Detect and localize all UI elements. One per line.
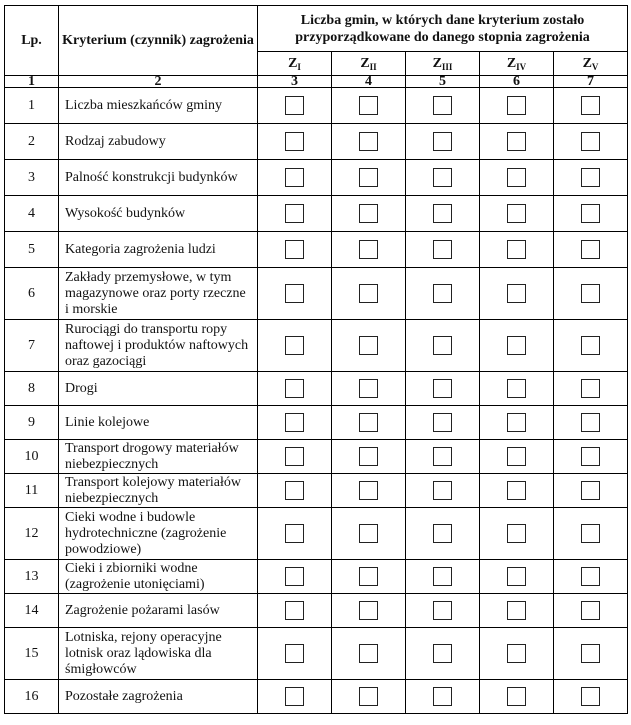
row-number: 14 xyxy=(5,594,59,628)
count-header: Liczba gmin, w których dane kryterium zostało przyporządkowane do danego stopnia zagrożenia xyxy=(258,6,628,52)
level-checkbox[interactable] xyxy=(507,240,526,259)
column-number-5: 5 xyxy=(406,76,480,88)
level-main: Z xyxy=(288,55,298,71)
level-checkbox[interactable] xyxy=(433,204,452,223)
level-checkbox[interactable] xyxy=(433,567,452,586)
lp-header: Lp. xyxy=(5,6,59,76)
level-cell-2 xyxy=(332,560,406,594)
row-number: 9 xyxy=(5,406,59,440)
table-row xyxy=(5,268,628,320)
level-checkbox[interactable] xyxy=(285,379,304,398)
table-row xyxy=(5,124,628,160)
level-checkbox[interactable] xyxy=(285,132,304,151)
level-sub: IV xyxy=(516,61,527,72)
table-row xyxy=(5,406,628,440)
table-row xyxy=(5,474,628,508)
level-cell-3 xyxy=(406,594,480,628)
level-checkbox[interactable] xyxy=(581,567,600,586)
level-checkbox[interactable] xyxy=(507,204,526,223)
level-cell-5 xyxy=(554,160,628,196)
level-cell-4 xyxy=(480,594,554,628)
level-checkbox[interactable] xyxy=(433,481,452,500)
level-checkbox[interactable] xyxy=(433,240,452,259)
level-checkbox[interactable] xyxy=(581,524,600,543)
level-cell-4 xyxy=(480,232,554,268)
level-cell-3 xyxy=(406,628,480,680)
level-cell-4 xyxy=(480,124,554,160)
column-number-7: 7 xyxy=(554,76,628,88)
row-number: 3 xyxy=(5,160,59,196)
level-checkbox[interactable] xyxy=(507,336,526,355)
level-cell-2 xyxy=(332,160,406,196)
level-checkbox[interactable] xyxy=(285,687,304,706)
level-checkbox[interactable] xyxy=(507,284,526,303)
criterion-label: Cieki wodne i budowle hydrotechniczne (zagrożenie powodziowe) xyxy=(59,508,258,560)
level-cell-4 xyxy=(480,628,554,680)
level-sub: I xyxy=(297,61,301,72)
row-number: 4 xyxy=(5,196,59,232)
level-cell-4 xyxy=(480,680,554,714)
level-cell-2 xyxy=(332,508,406,560)
level-cell-5 xyxy=(554,268,628,320)
level-cell-5 xyxy=(554,124,628,160)
level-checkbox[interactable] xyxy=(359,601,378,620)
criterion-label: Palność konstrukcji budynków xyxy=(59,160,258,196)
level-cell-3 xyxy=(406,268,480,320)
table-row xyxy=(5,440,628,474)
level-checkbox[interactable] xyxy=(285,644,304,663)
level-main: Z xyxy=(506,55,517,71)
level-cell-3 xyxy=(406,440,480,474)
level-checkbox[interactable] xyxy=(433,96,452,115)
criterion-label: Transport kolejowy materiałów niebezpiecznych xyxy=(59,474,258,508)
level-checkbox[interactable] xyxy=(581,644,600,663)
level-checkbox[interactable] xyxy=(359,447,378,466)
criterion-label: Rodzaj zabudowy xyxy=(59,124,258,160)
level-cell-3 xyxy=(406,406,480,440)
level-cell-3 xyxy=(406,196,480,232)
level-cell-2 xyxy=(332,474,406,508)
table-row xyxy=(5,232,628,268)
level-cell-3 xyxy=(406,680,480,714)
column-number-1: 1 xyxy=(5,76,59,88)
level-checkbox[interactable] xyxy=(507,96,526,115)
table-row xyxy=(5,560,628,594)
criterion-label: Drogi xyxy=(59,372,258,406)
level-checkbox[interactable] xyxy=(507,687,526,706)
level-cell-5 xyxy=(554,320,628,372)
row-number: 15 xyxy=(5,628,59,680)
level-header-1 xyxy=(258,52,332,76)
level-checkbox[interactable] xyxy=(433,336,452,355)
criterion-label: Pozostałe zagrożenia xyxy=(59,680,258,714)
criterion-label: Lotniska, rejony operacyjne lotnisk oraz lądowiska dla śmigłowców xyxy=(59,628,258,680)
level-cell-5 xyxy=(554,474,628,508)
level-sub: II xyxy=(369,61,377,72)
level-checkbox[interactable] xyxy=(359,567,378,586)
row-number: 11 xyxy=(5,474,59,508)
level-checkbox[interactable] xyxy=(581,601,600,620)
level-cell-1 xyxy=(258,232,332,268)
level-cell-2 xyxy=(332,232,406,268)
level-checkbox[interactable] xyxy=(285,168,304,187)
level-cell-1 xyxy=(258,160,332,196)
level-main: Z xyxy=(582,55,592,71)
level-checkbox[interactable] xyxy=(285,524,304,543)
level-cell-4 xyxy=(480,508,554,560)
criterion-label: Rurociągi do transportu ropy naftowej i produktów naftowych oraz gazociągi xyxy=(59,320,258,372)
level-cell-1 xyxy=(258,560,332,594)
level-cell-4 xyxy=(480,268,554,320)
level-header-5 xyxy=(554,52,628,76)
level-checkbox[interactable] xyxy=(581,336,600,355)
level-checkbox[interactable] xyxy=(581,96,600,115)
level-cell-4 xyxy=(480,196,554,232)
level-checkbox[interactable] xyxy=(359,336,378,355)
level-cell-3 xyxy=(406,320,480,372)
table-row xyxy=(5,628,628,680)
level-cell-4 xyxy=(480,372,554,406)
level-cell-4 xyxy=(480,440,554,474)
level-cell-1 xyxy=(258,680,332,714)
level-checkbox[interactable] xyxy=(433,168,452,187)
column-number-6: 6 xyxy=(480,76,554,88)
level-checkbox[interactable] xyxy=(285,567,304,586)
level-checkbox[interactable] xyxy=(285,601,304,620)
level-cell-2 xyxy=(332,88,406,124)
level-checkbox[interactable] xyxy=(507,379,526,398)
level-cell-1 xyxy=(258,406,332,440)
level-cell-1 xyxy=(258,594,332,628)
table-row xyxy=(5,320,628,372)
level-checkbox[interactable] xyxy=(433,644,452,663)
level-checkbox[interactable] xyxy=(433,601,452,620)
level-checkbox[interactable] xyxy=(285,447,304,466)
level-cell-1 xyxy=(258,372,332,406)
level-checkbox[interactable] xyxy=(581,284,600,303)
level-cell-3 xyxy=(406,560,480,594)
level-cell-2 xyxy=(332,196,406,232)
level-checkbox[interactable] xyxy=(433,524,452,543)
row-number: 10 xyxy=(5,440,59,474)
level-cell-1 xyxy=(258,124,332,160)
level-cell-2 xyxy=(332,268,406,320)
level-header-3 xyxy=(406,52,480,76)
level-cell-4 xyxy=(480,474,554,508)
row-number: 6 xyxy=(5,268,59,320)
level-checkbox[interactable] xyxy=(285,413,304,432)
level-cell-4 xyxy=(480,406,554,440)
level-checkbox[interactable] xyxy=(359,96,378,115)
level-checkbox[interactable] xyxy=(359,168,378,187)
level-checkbox[interactable] xyxy=(507,601,526,620)
level-checkbox[interactable] xyxy=(507,132,526,151)
level-checkbox[interactable] xyxy=(433,687,452,706)
level-cell-3 xyxy=(406,474,480,508)
level-checkbox[interactable] xyxy=(507,524,526,543)
level-checkbox[interactable] xyxy=(359,379,378,398)
level-checkbox[interactable] xyxy=(507,567,526,586)
level-checkbox[interactable] xyxy=(507,413,526,432)
table-row xyxy=(5,680,628,714)
criterion-label: Wysokość budynków xyxy=(59,196,258,232)
level-cell-2 xyxy=(332,628,406,680)
criterion-label: Zagrożenie pożarami lasów xyxy=(59,594,258,628)
level-checkbox[interactable] xyxy=(581,687,600,706)
level-cell-4 xyxy=(480,560,554,594)
criterion-label: Kategoria zagrożenia ludzi xyxy=(59,232,258,268)
level-checkbox[interactable] xyxy=(581,379,600,398)
level-main: Z xyxy=(432,55,442,71)
row-number: 2 xyxy=(5,124,59,160)
level-header-2 xyxy=(332,52,406,76)
table-row xyxy=(5,372,628,406)
level-cell-3 xyxy=(406,232,480,268)
level-cell-1 xyxy=(258,88,332,124)
level-cell-3 xyxy=(406,124,480,160)
level-checkbox[interactable] xyxy=(507,168,526,187)
level-checkbox[interactable] xyxy=(433,379,452,398)
level-cell-5 xyxy=(554,680,628,714)
level-checkbox[interactable] xyxy=(359,413,378,432)
criterion-label: Transport drogowy materiałów niebezpiecznych xyxy=(59,440,258,474)
level-cell-1 xyxy=(258,440,332,474)
level-cell-5 xyxy=(554,88,628,124)
criterion-label: Linie kolejowe xyxy=(59,406,258,440)
level-checkbox[interactable] xyxy=(359,687,378,706)
level-header-4 xyxy=(480,52,554,76)
level-sub: V xyxy=(591,61,599,72)
level-cell-3 xyxy=(406,160,480,196)
level-cell-5 xyxy=(554,232,628,268)
level-checkbox[interactable] xyxy=(581,132,600,151)
row-number: 8 xyxy=(5,372,59,406)
level-checkbox[interactable] xyxy=(581,168,600,187)
level-cell-3 xyxy=(406,88,480,124)
criterion-label: Liczba mieszkańców gminy xyxy=(59,88,258,124)
level-checkbox[interactable] xyxy=(285,240,304,259)
table-row xyxy=(5,160,628,196)
level-cell-2 xyxy=(332,124,406,160)
level-cell-2 xyxy=(332,406,406,440)
level-checkbox[interactable] xyxy=(433,132,452,151)
criterion-label: Cieki i zbiorniki wodne (zagrożenie utonięciami) xyxy=(59,560,258,594)
level-checkbox[interactable] xyxy=(433,447,452,466)
level-cell-1 xyxy=(258,508,332,560)
level-checkbox[interactable] xyxy=(581,447,600,466)
level-cell-4 xyxy=(480,160,554,196)
table-row xyxy=(5,88,628,124)
level-cell-1 xyxy=(258,268,332,320)
level-cell-5 xyxy=(554,560,628,594)
level-cell-5 xyxy=(554,406,628,440)
level-cell-2 xyxy=(332,594,406,628)
criteria-table xyxy=(4,5,628,714)
level-checkbox[interactable] xyxy=(359,240,378,259)
level-cell-4 xyxy=(480,88,554,124)
level-cell-1 xyxy=(258,320,332,372)
row-number: 7 xyxy=(5,320,59,372)
level-cell-3 xyxy=(406,372,480,406)
level-cell-2 xyxy=(332,440,406,474)
level-cell-5 xyxy=(554,594,628,628)
level-checkbox[interactable] xyxy=(433,413,452,432)
level-checkbox[interactable] xyxy=(285,96,304,115)
level-checkbox[interactable] xyxy=(507,644,526,663)
level-cell-5 xyxy=(554,628,628,680)
level-cell-5 xyxy=(554,196,628,232)
level-main: Z xyxy=(360,55,370,71)
level-cell-2 xyxy=(332,680,406,714)
criterion-label: Zakłady przemysłowe, w tym magazynowe oraz porty rzeczne i morskie xyxy=(59,268,258,320)
level-cell-4 xyxy=(480,320,554,372)
level-checkbox[interactable] xyxy=(359,132,378,151)
column-number-3: 3 xyxy=(258,76,332,88)
table-row xyxy=(5,594,628,628)
level-checkbox[interactable] xyxy=(285,204,304,223)
level-checkbox[interactable] xyxy=(359,204,378,223)
level-cell-5 xyxy=(554,440,628,474)
level-checkbox[interactable] xyxy=(285,284,304,303)
level-sub: III xyxy=(441,61,453,72)
level-cell-1 xyxy=(258,474,332,508)
level-checkbox[interactable] xyxy=(285,481,304,500)
level-cell-5 xyxy=(554,508,628,560)
column-number-2: 2 xyxy=(59,76,258,88)
row-number: 13 xyxy=(5,560,59,594)
criterion-header: Kryterium (czynnik) zagrożenia xyxy=(59,6,258,76)
row-number: 12 xyxy=(5,508,59,560)
level-cell-5 xyxy=(554,372,628,406)
level-checkbox[interactable] xyxy=(581,240,600,259)
row-number: 16 xyxy=(5,680,59,714)
level-checkbox[interactable] xyxy=(581,204,600,223)
level-checkbox[interactable] xyxy=(359,284,378,303)
level-cell-1 xyxy=(258,196,332,232)
row-number: 5 xyxy=(5,232,59,268)
level-checkbox[interactable] xyxy=(507,481,526,500)
level-cell-2 xyxy=(332,372,406,406)
level-checkbox[interactable] xyxy=(433,284,452,303)
level-checkbox[interactable] xyxy=(581,413,600,432)
table-row xyxy=(5,196,628,232)
level-checkbox[interactable] xyxy=(507,447,526,466)
level-checkbox[interactable] xyxy=(359,524,378,543)
row-number: 1 xyxy=(5,88,59,124)
level-checkbox[interactable] xyxy=(359,644,378,663)
level-cell-3 xyxy=(406,508,480,560)
level-checkbox[interactable] xyxy=(285,336,304,355)
level-checkbox[interactable] xyxy=(581,481,600,500)
level-cell-2 xyxy=(332,320,406,372)
column-number-4: 4 xyxy=(332,76,406,88)
table-row xyxy=(5,508,628,560)
level-checkbox[interactable] xyxy=(359,481,378,500)
level-cell-1 xyxy=(258,628,332,680)
